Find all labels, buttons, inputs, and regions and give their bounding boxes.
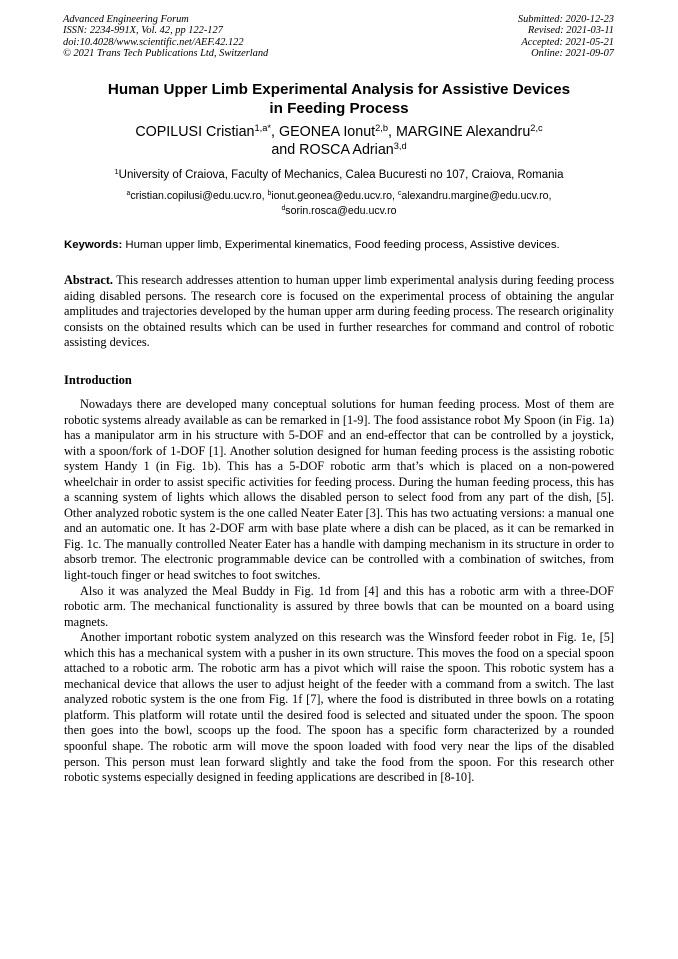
- emails-line-2: [0, 204, 678, 219]
- paper-title: [0, 81, 678, 118]
- journal-info: [63, 14, 268, 60]
- author-marker: 1,a*: [254, 122, 272, 133]
- affiliation-text: University of Craiova, Faculty of Mechanics, Calea Bucuresti no 107, Craiova, Romania: [118, 169, 564, 181]
- email-separator: ,: [392, 190, 398, 202]
- keywords: [64, 238, 624, 252]
- affiliation-marker: 1: [114, 166, 119, 176]
- author-name: MARGINE Alexandru: [395, 124, 531, 140]
- accepted-date: Accepted: 2021-05-21: [521, 36, 614, 48]
- email-marker: a: [126, 190, 131, 198]
- email-link[interactable]: ionut.geonea@edu.ucv.ro: [271, 190, 393, 202]
- paragraph: Another important robotic system analyzed on this research was the Winsford feeder robot in Fig. 1e, [5] which this has a mechanical system with a pusher in its own structure. This moves the food on a special spoon attached to a robotic arm. The robotic arm has a pivot which will raise the spoon. This robotic system has a mechanical device that allows the user to adjust height of the feeder with a command from a switch. The last analyzed robotic system is the one from Fig. 1f [7], where the food is distributed in three bowls on a rotating platform. This platform will rotate until the desired food is selected and situated under the spoon. The spoon then goes into the bowl, scoops up the food. The spoon has a specific form characterized by a rounded spoonful shape. The robotic arm will move the spoon loaded with food very near the lips of the disabled person. This person must lean forward slightly and take the food from the spoon. For this research other robotic systems especially designed in feeding applications are described in [8-10].: [64, 630, 614, 785]
- email-marker: d: [281, 204, 286, 212]
- paragraph: Also it was analyzed the Meal Buddy in Fig. 1d from [4] and this has a robotic arm with a three-DOF robotic arm. The mechanical functionality is assured by three bowls that can be mounted on a board using magnets.: [64, 583, 614, 629]
- author-name: ROSCA Adrian: [299, 142, 394, 158]
- title-line-1: Human Upper Limb Experimental Analysis for Assistive Devices: [107, 81, 571, 98]
- affiliation: [0, 168, 678, 182]
- copyright: © 2021 Trans Tech Publications Ltd, Switzerland: [63, 48, 269, 60]
- author-emails: [0, 189, 678, 218]
- keywords-label: Keywords:: [64, 239, 123, 251]
- keywords-text: Human upper limb, Experimental kinematics, Food feeding process, Assistive devices.: [122, 239, 560, 251]
- journal-name: Advanced Engineering Forum: [63, 14, 189, 25]
- online-date: Online: 2021-09-07: [531, 48, 614, 60]
- section-heading-introduction: Introduction: [64, 373, 132, 387]
- author-prefix: and: [271, 142, 300, 158]
- introduction-body: [64, 397, 614, 786]
- email-link[interactable]: cristian.copilusi@edu.ucv.ro: [130, 190, 262, 202]
- email-separator: ,: [261, 190, 268, 202]
- doi: doi:10.4028/www.scientific.net/AEF.42.122: [63, 36, 244, 48]
- author-marker: 2,c: [530, 122, 543, 133]
- email-separator: ,: [548, 190, 552, 202]
- submitted-date: Submitted: 2020-12-23: [517, 14, 614, 25]
- email-marker: b: [267, 190, 272, 198]
- authors-line-1: [0, 123, 678, 141]
- author-marker: 3,d: [393, 140, 407, 151]
- email-link[interactable]: alexandru.margine@edu.ucv.ro: [401, 190, 549, 202]
- author-name: COPILUSI Cristian: [135, 124, 255, 140]
- author-separator: ,: [388, 124, 396, 140]
- author-separator: ,: [271, 124, 279, 140]
- issn-volume: ISSN: 2234-991X, Vol. 42, pp 122-127: [63, 25, 223, 37]
- revised-date: Revised: 2021-03-11: [527, 25, 614, 37]
- title-line-2: in Feeding Process: [269, 99, 409, 117]
- abstract-text: This research addresses attention to human upper limb experimental analysis during feeding process aiding disabled persons. The research core is focused on the experimental process of obtaining the angular amplitudes and trajectories developed by the human upper arm during feeding process. The research originality consists on the obtained results which can be used in further researches for command and control of robotic assisting devices.: [64, 273, 614, 350]
- abstract: [64, 273, 614, 351]
- abstract-label: Abstract.: [64, 273, 114, 287]
- author-list: [0, 123, 678, 159]
- email-marker: c: [397, 190, 402, 198]
- paragraph: Nowadays there are developed many conceptual solutions for human feeding process. Most of them are robotic systems already available as can be remarked in [1-9]. The food assistance robot My Spoon (in Fig. 1a) has a manipulator arm in his structure with 5-DOF and an end-effector that can be controlled by a joystick, with a spoon/fork of 1-DOF [1]. Another solution designed for human feeding process is the assisting robotic system Handy 1 (in Fig. 1b). This has a 5-DOF robotic arm that’s which is placed on a non-powered wheelchair in order to assist specific activities for feeding process. During the human feeding process, this has a scanning system of lights which allows the disabled person to select food from any part of the dish, [5]. Other analyzed robotic system is the one called Neater Eater [3]. This has two actuating versions: a manual one and an automatic one. It has 2-DOF arm with base plate where a dish can be placed, as it can be remarked in Fig. 1c. The manually controlled Neater Eater has a handle with damping mechanism in its structure in order to absorb tremor. The electronic programmable device can be controlled with a combination of switches, from light-touch finger or head switches to foot switches.: [64, 397, 614, 583]
- emails-line-1: [0, 189, 678, 204]
- authors-line-2: [0, 141, 678, 159]
- author-marker: 2,b: [375, 122, 389, 133]
- publication-dates: [518, 14, 614, 60]
- author-name: GEONEA Ionut: [278, 124, 376, 140]
- email-link[interactable]: sorin.rosca@edu.ucv.ro: [285, 204, 397, 217]
